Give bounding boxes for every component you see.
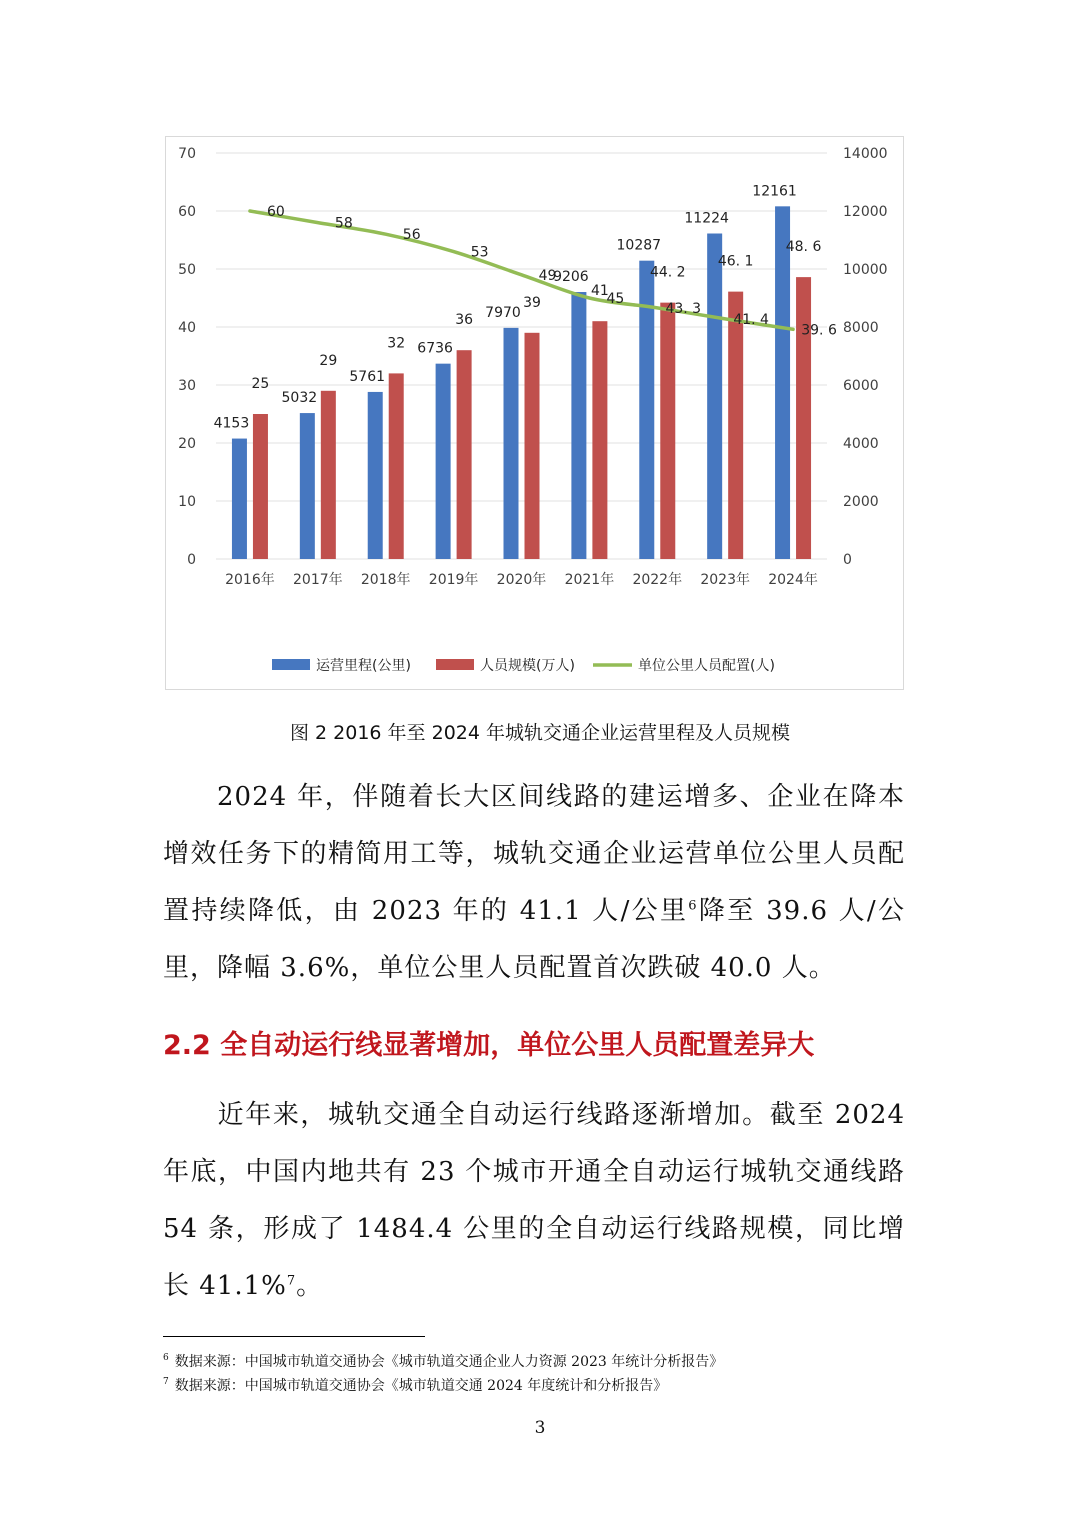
x-tick-label: 2021年 <box>564 572 615 588</box>
data-label-staff: 39 <box>523 294 541 311</box>
data-label-staff: 25 <box>251 376 270 392</box>
legend-label-line: 单位公里人员配置(人) <box>638 658 775 674</box>
y-right-tick-label: 4000 <box>843 436 879 452</box>
bar-staff <box>592 321 607 559</box>
footnote <box>163 1375 667 1395</box>
paragraph-text: 。 <box>296 1271 324 1301</box>
legend-swatch-staff <box>436 659 474 670</box>
data-label-mileage: 12161 <box>752 183 797 200</box>
figure-caption: 图 2 2016 年至 2024 年城轨交通企业运营里程及人员规模 <box>290 722 790 744</box>
y-left-tick-label: 70 <box>178 146 196 162</box>
data-label-per-km: 45 <box>606 291 625 307</box>
data-label-staff: 46. 1 <box>717 253 754 270</box>
footnote-text: 数据来源：中国城市轨道交通协会《城市轨道交通企业人力资源 2023 年统计分析报告》 <box>174 1354 724 1370</box>
y-left-tick-label: 20 <box>178 436 196 452</box>
bar-staff <box>796 277 811 559</box>
y-right-tick-label: 14000 <box>843 146 888 162</box>
mileage-staff-chart <box>166 137 903 689</box>
data-label-mileage: 9206 <box>553 269 589 286</box>
bar-staff <box>389 373 404 559</box>
x-tick-label: 2020年 <box>496 572 547 588</box>
x-tick-label: 2023年 <box>700 572 750 588</box>
data-label-staff: 29 <box>319 352 338 369</box>
y-right-tick-label: 6000 <box>843 378 879 394</box>
bar-staff <box>321 391 336 559</box>
page-number: 3 <box>534 1418 546 1438</box>
data-label-mileage: 4153 <box>213 415 250 432</box>
footnote-mark: 7 <box>163 1377 169 1388</box>
bar-staff <box>660 303 675 559</box>
bar-staff <box>525 333 540 559</box>
data-label-per-km: 49 <box>538 267 557 284</box>
data-label-per-km: 53 <box>470 244 489 261</box>
data-label-mileage: 7970 <box>485 304 521 321</box>
y-left-tick-label: 50 <box>178 262 196 278</box>
paragraph-text: 2024 年，伴随着长大区间线路的建运增多、企业在降本增效任务下的精简用工等，城轨交通企业运营单位公里人员配置持续降低，由 2023 年的 41.1 人/公里 <box>163 782 905 926</box>
bar-staff <box>253 414 268 559</box>
y-left-tick-label: 40 <box>178 320 196 336</box>
data-label-staff: 41 <box>590 283 609 300</box>
data-label-per-km: 41. 4 <box>733 311 769 328</box>
data-label-mileage: 6736 <box>417 340 453 357</box>
legend-label-mileage: 运营里程(公里) <box>316 658 411 674</box>
footnote-text: 数据来源：中国城市轨道交通协会《城市轨道交通 2024 年度统计和分析报告》 <box>174 1378 668 1394</box>
bar-mileage <box>300 413 315 559</box>
data-label-per-km: 60 <box>267 204 285 220</box>
data-label-mileage: 5032 <box>281 390 318 407</box>
bar-mileage <box>368 392 383 559</box>
y-right-tick-label: 0 <box>843 552 852 568</box>
data-label-staff: 44. 2 <box>649 264 686 281</box>
data-label-mileage: 11224 <box>684 210 729 227</box>
chart-container <box>165 136 904 690</box>
bar-mileage <box>436 364 451 559</box>
y-left-tick-label: 60 <box>178 204 196 220</box>
x-tick-label: 2022年 <box>632 572 683 588</box>
y-right-tick-label: 10000 <box>843 262 888 278</box>
y-left-tick-label: 0 <box>187 552 196 568</box>
data-label-staff: 48. 6 <box>785 239 822 256</box>
legend-label-staff: 人员规模(万人) <box>480 658 575 674</box>
x-tick-label: 2019年 <box>428 572 479 588</box>
data-label-per-km: 39. 6 <box>801 322 837 339</box>
data-label-staff: 32 <box>387 335 406 352</box>
data-label-mileage: 10287 <box>616 237 662 254</box>
y-left-tick-label: 30 <box>178 378 196 394</box>
y-right-tick-label: 8000 <box>843 320 879 336</box>
x-tick-label: 2018年 <box>360 572 411 588</box>
bar-mileage <box>775 206 790 559</box>
footnote-mark: 6 <box>163 1353 169 1364</box>
data-label-per-km: 56 <box>402 227 421 244</box>
data-label-per-km: 43. 3 <box>665 300 702 317</box>
bar-mileage <box>707 234 722 559</box>
x-tick-label: 2024年 <box>768 572 818 588</box>
paragraph-staffing <box>163 769 905 997</box>
y-right-tick-label: 2000 <box>843 494 879 510</box>
paragraph-text: 近年来，城轨交通全自动运行线路逐渐增加。截至 2024 年底，中国内地共有 23 个城市开通全自动运行城轨交通线路 54 条，形成了 1484.4 公里的全自动运行线路规模，同比增长 41.1% <box>163 1100 905 1301</box>
y-left-tick-label: 10 <box>178 494 196 510</box>
footnote-ref[interactable]: 6 <box>688 898 698 914</box>
paragraph-text: 降至 39.6 人/公里，降幅 3.6%，单位公里人员配置首次跌破 40.0 人。 <box>163 896 905 983</box>
paragraph-automation <box>163 1087 905 1315</box>
footnote-ref[interactable]: 7 <box>286 1273 297 1289</box>
data-label-per-km: 58 <box>334 215 353 232</box>
legend-swatch-mileage <box>272 659 310 670</box>
data-label-staff: 36 <box>455 312 474 329</box>
x-tick-label: 2016年 <box>225 572 275 588</box>
bar-mileage <box>232 439 247 559</box>
bar-mileage <box>504 328 519 559</box>
footnote <box>163 1351 723 1371</box>
bar-staff <box>457 350 472 559</box>
section-heading: 2.2 全自动运行线显著增加，单位公里人员配置差异大 <box>163 1030 815 1061</box>
x-tick-label: 2017年 <box>293 572 343 588</box>
data-label-mileage: 5761 <box>349 368 386 385</box>
bar-staff <box>728 292 743 559</box>
footnote-divider <box>163 1336 425 1337</box>
bar-mileage <box>571 292 586 559</box>
y-right-tick-label: 12000 <box>843 204 888 220</box>
